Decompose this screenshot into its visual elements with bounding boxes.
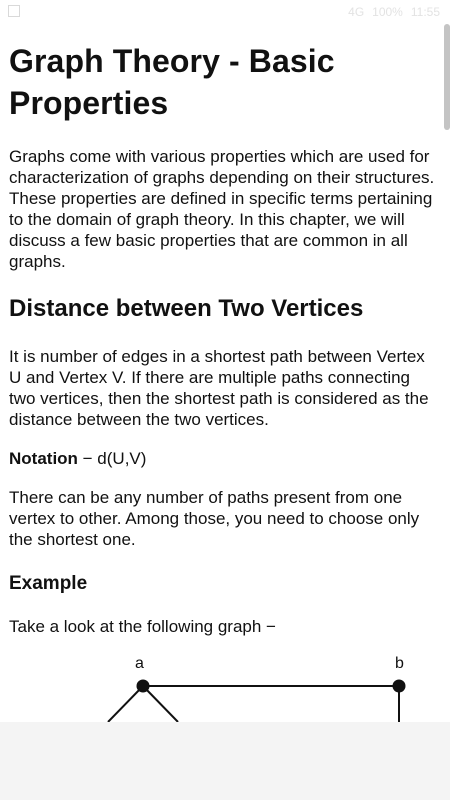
signal-indicator: 4G — [348, 5, 365, 19]
status-bar — [0, 0, 450, 24]
article-content[interactable] — [0, 24, 450, 722]
page-title: Graph Theory - Basic Properties — [9, 43, 335, 121]
distance-paragraph: It is number of edges in a shortest path between Vertex U and Vertex V. If there are multiple paths connecting two vertices, then the shortest path is considered as the distance between the two vertices. — [9, 347, 429, 429]
vertex-label-a: a — [135, 655, 144, 672]
example-graph — [0, 644, 450, 722]
example-heading: Example — [9, 573, 88, 594]
notation-label: Notation — [9, 449, 78, 468]
clock: 11:55 — [410, 5, 440, 19]
battery-indicator: 100% — [372, 5, 403, 19]
edge-a-left — [108, 686, 143, 722]
notation-line — [9, 448, 440, 469]
notation-value: − d(U,V) — [77, 449, 147, 468]
edge-a-right — [143, 686, 178, 722]
status-icons — [348, 5, 440, 19]
section-heading: Distance between Two Vertices — [9, 295, 364, 322]
vertex-a — [137, 680, 150, 693]
vertex-label-b: b — [395, 655, 404, 672]
paths-paragraph: There can be any number of paths present from one vertex to other. Among those, you need to choose only the shortest one. — [9, 488, 420, 549]
notification-icon — [8, 5, 20, 17]
bottom-blank-area — [0, 722, 450, 800]
scrollbar[interactable] — [444, 24, 450, 130]
intro-paragraph: Graphs come with various properties which are used for characterization of graphs depending on their structures. These properties are defined in specific terms pertaining to the domain of graph theory. In this chapter, we will discuss a few basic properties that are common in all graphs. — [9, 147, 435, 271]
example-paragraph: Take a look at the following graph − — [9, 617, 276, 636]
vertex-b — [393, 680, 406, 693]
